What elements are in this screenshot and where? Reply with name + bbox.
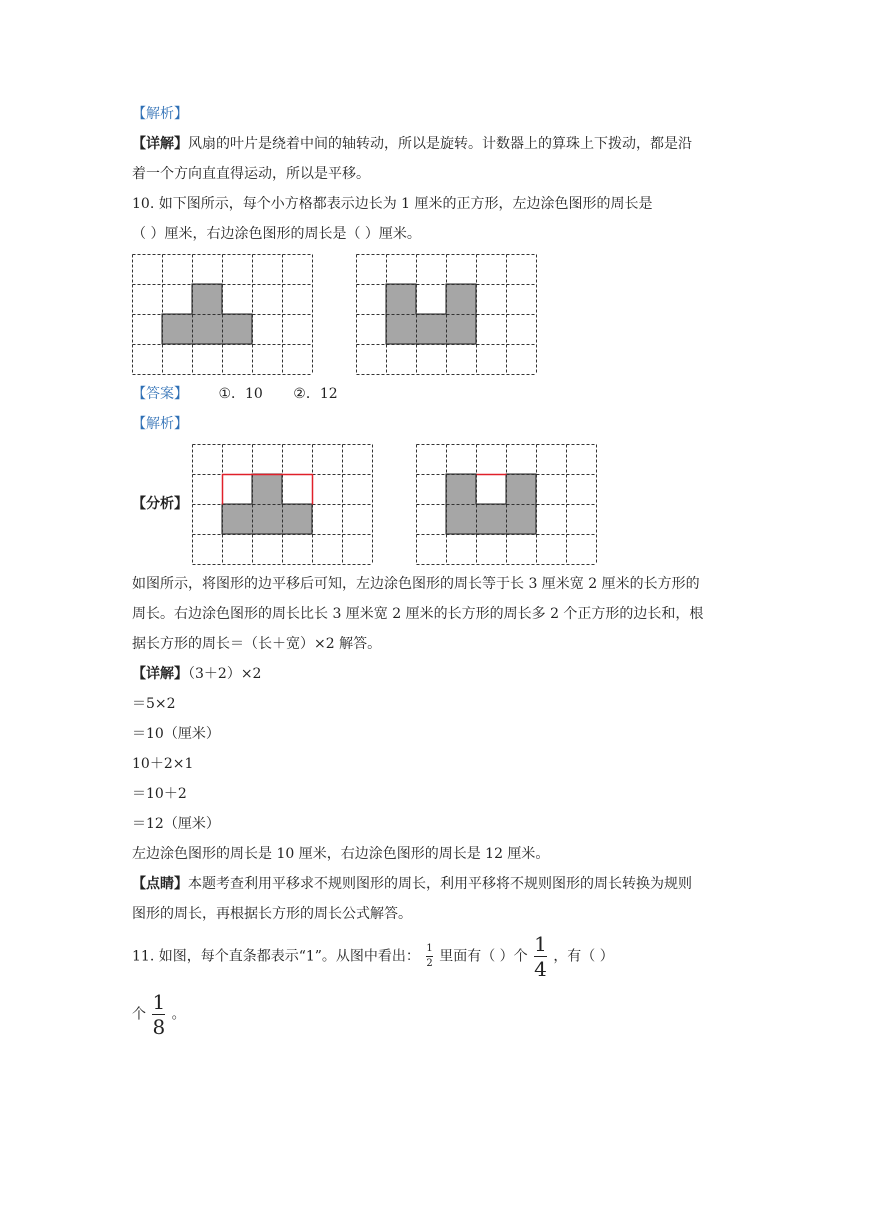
answer-1: ①．10 (218, 386, 263, 402)
q11-stem-line1 (132, 932, 614, 981)
q10-left-grid (132, 254, 314, 376)
analysis-tag-prev: 【解析】 (132, 106, 188, 122)
point-line1 (132, 874, 692, 894)
frac-num: 1 (152, 990, 166, 1014)
frac-num: 1 (534, 932, 547, 956)
q11-text-e: 。 (171, 1006, 186, 1023)
answer-tag: 【答案】 (132, 386, 188, 402)
answer-2: ②．12 (293, 386, 338, 402)
q11-text-a: 11. 如图，每个直条都表示“1”。从图中看出： (132, 948, 420, 965)
fenxi-line1: 如图所示，将图形的边平移后可知，左边涂色图形的周长等于长 3 厘米宽 2 厘米的长方形的 (132, 576, 700, 592)
q10-analysis-tag: 【解析】 (132, 416, 188, 432)
detail-tag: 【详解】 (132, 136, 188, 152)
q10-conclusion: 左边涂色图形的周长是 10 厘米，右边涂色图形的周长是 12 厘米。 (132, 846, 550, 862)
calc-step-1: （3＋2）×2 (188, 666, 262, 682)
grid-lines (193, 445, 373, 565)
prev-detail-line1 (132, 134, 692, 154)
calc-step-3: ＝10（厘米） (132, 726, 220, 742)
fraction-one-eighth (152, 992, 165, 1037)
point-line2: 图形的周长，再根据长方形的周长公式解答。 (132, 906, 412, 922)
q10-analysis-right-grid (416, 444, 598, 566)
fenxi-line3: 据长方形的周长＝（长＋宽）×2 解答。 (132, 636, 382, 652)
detail-text: 风扇的叶片是绕着中间的轴转动，所以是旋转。计数器上的算珠上下拨动，都是沿 (188, 136, 692, 152)
prev-detail-line2: 着一个方向直直得运动，所以是平移。 (132, 166, 370, 182)
q11-stem-line2 (132, 990, 186, 1039)
point-tag: 【点睛】 (132, 876, 188, 892)
fraction-one-half (426, 944, 432, 969)
calc-step-2: ＝5×2 (132, 696, 176, 712)
q11-text-b: 里面有（ ）个 (439, 948, 528, 965)
grid-lines (417, 445, 597, 565)
grid-lines (357, 255, 537, 375)
frac-den: 2 (426, 958, 433, 969)
grid-lines (133, 255, 313, 375)
fenxi-line2: 周长。右边涂色图形的周长比长 3 厘米宽 2 厘米的长方形的周长多 2 个正方形的边长和，根 (132, 606, 704, 622)
frac-num: 1 (426, 943, 433, 954)
fenxi-tag: 【分析】 (132, 496, 188, 512)
frac-den: 4 (534, 957, 547, 981)
q11-text-c: ，有（ ） (553, 948, 614, 965)
q10-stem-line2: （ ）厘米，右边涂色图形的周长是（ ）厘米。 (132, 226, 421, 242)
q10-detail-line (132, 664, 261, 684)
frac-den: 8 (152, 1015, 166, 1039)
q10-stem-line1: 10. 如下图所示，每个小方格都表示边长为 1 厘米的正方形，左边涂色图形的周长是 (132, 196, 653, 212)
detail-tag: 【详解】 (132, 666, 188, 682)
q10-analysis-left-grid (192, 444, 374, 566)
q10-answer-line (132, 384, 338, 404)
calc-step-4: 10＋2×1 (132, 756, 194, 772)
q11-text-d: 个 (132, 1006, 146, 1023)
fraction-one-quarter (534, 934, 547, 979)
calc-step-6: ＝12（厘米） (132, 816, 220, 832)
q10-right-grid (356, 254, 538, 376)
point-text: 本题考查利用平移求不规则图形的周长，利用平移将不规则图形的周长转换为规则 (188, 876, 692, 892)
calc-step-5: ＝10＋2 (132, 786, 187, 802)
